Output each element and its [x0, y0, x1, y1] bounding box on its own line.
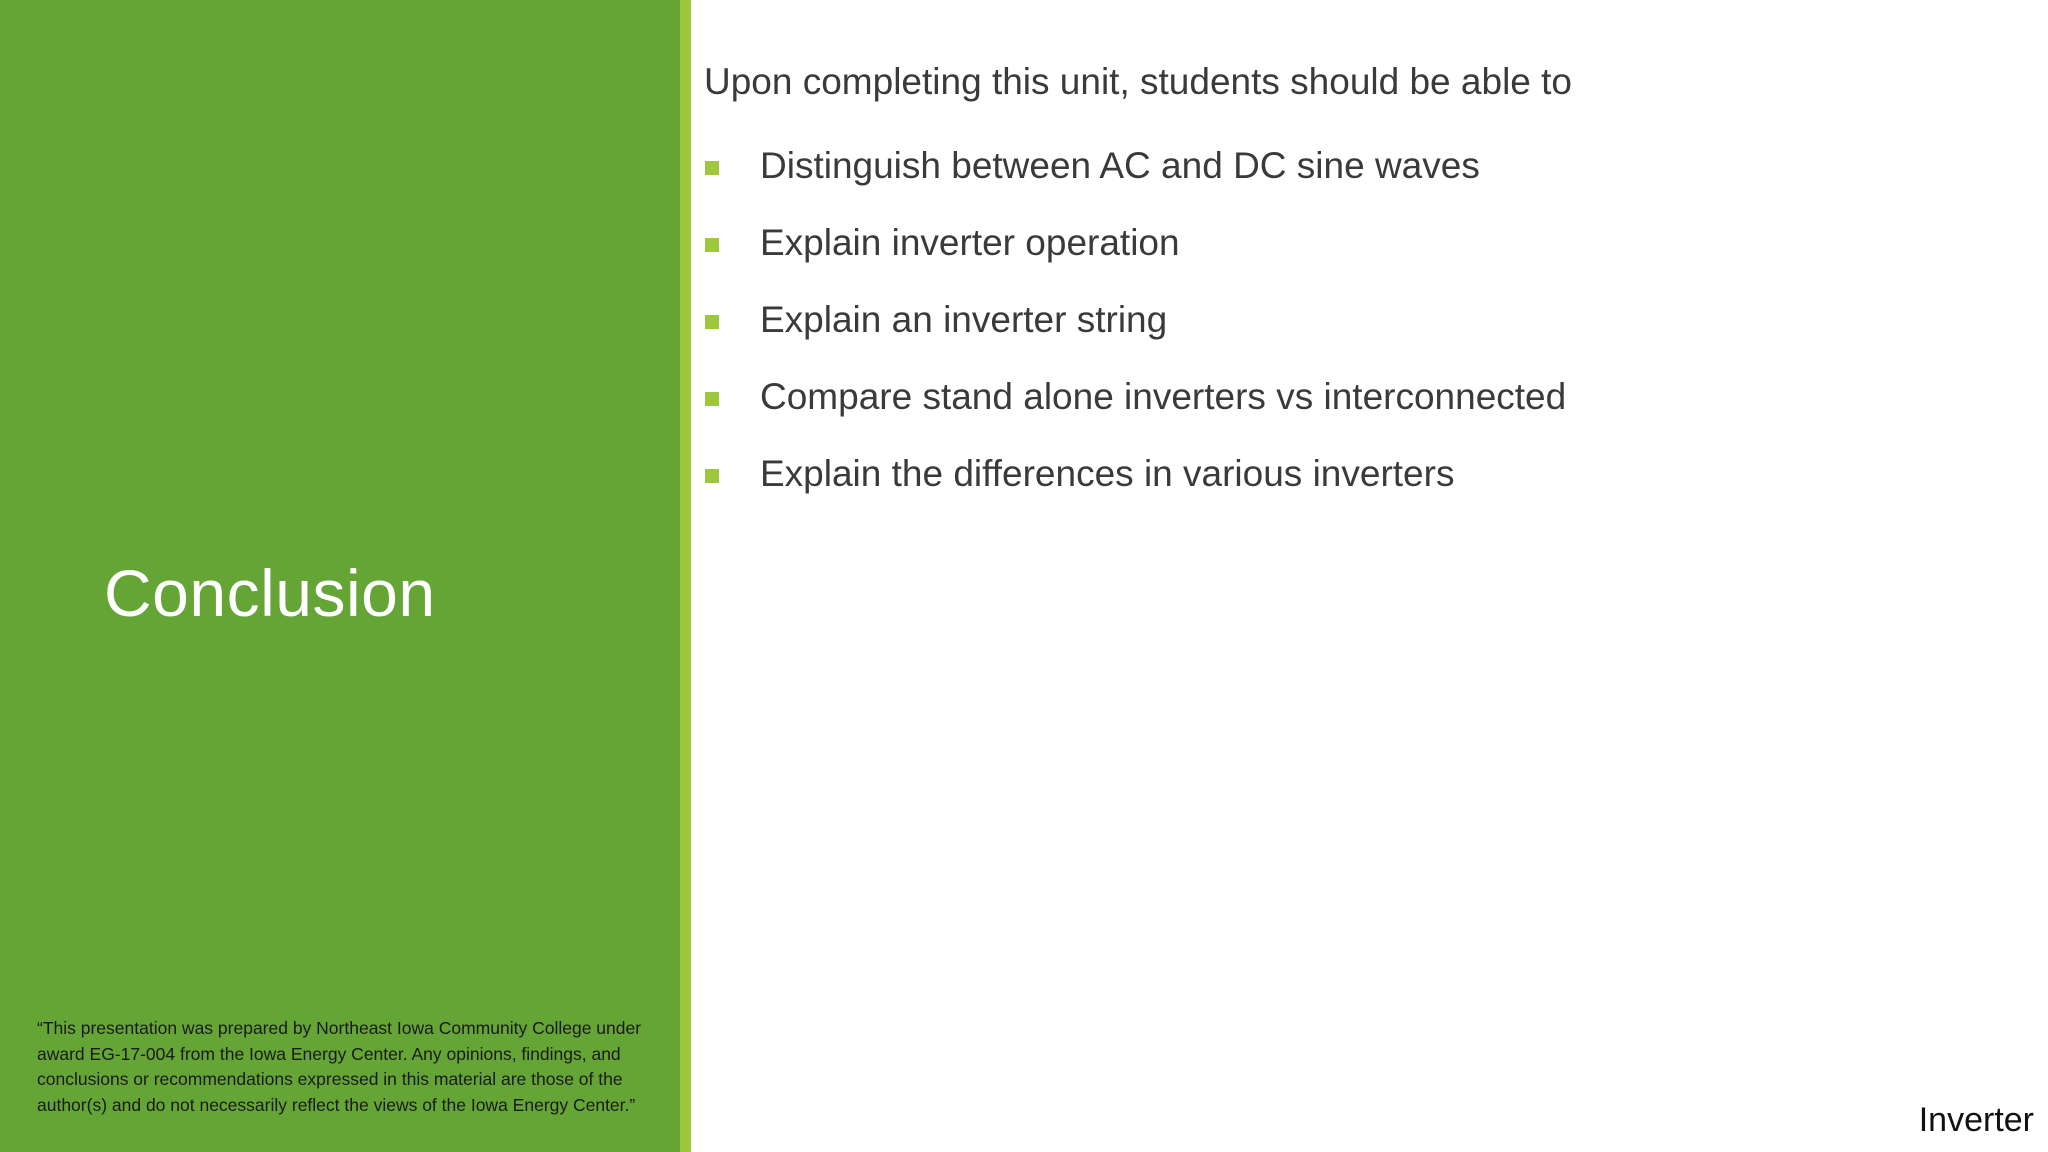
list-item	[704, 208, 2004, 285]
square-bullet-icon	[705, 315, 719, 329]
square-bullet-icon	[705, 469, 719, 483]
square-bullet-icon	[705, 161, 719, 175]
objective-text: Compare stand alone inverters vs interconnected	[760, 376, 1567, 418]
funding-disclaimer: “This presentation was prepared by Northeast Iowa Community College under award EG-17-004 from the Iowa Energy Center. Any opinions, findings, and conclusions or recommendations expressed in this material are those of the author(s) and do not necessarily reflect the views of the Iowa Energy Center.”	[37, 1018, 642, 1115]
list-item	[704, 439, 2004, 516]
slide-content	[704, 54, 2004, 516]
accent-divider	[680, 0, 691, 1152]
list-item	[704, 285, 2004, 362]
square-bullet-icon	[705, 392, 719, 406]
objective-text: Explain an inverter string	[760, 299, 1168, 341]
square-bullet-icon	[705, 238, 719, 252]
list-item	[704, 362, 2004, 439]
footer-label: Inverter	[1918, 1101, 2034, 1139]
objective-text: Distinguish between AC and DC sine waves	[760, 145, 1480, 187]
objective-text: Explain the differences in various inverters	[760, 453, 1455, 495]
list-item	[704, 131, 2004, 208]
objectives-list	[704, 131, 2004, 516]
intro-text: Upon completing this unit, students should be able to	[704, 61, 1573, 102]
objective-text: Explain inverter operation	[760, 222, 1180, 264]
section-title: Conclusion	[104, 556, 436, 630]
title-panel	[0, 0, 680, 1152]
